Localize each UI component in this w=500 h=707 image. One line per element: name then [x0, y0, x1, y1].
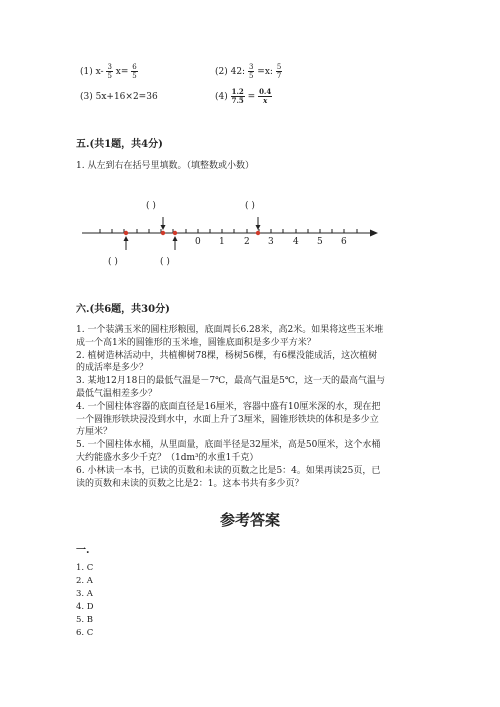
answer-bracket: ( ) [160, 257, 170, 267]
denominator: x [263, 96, 268, 105]
equation-4 [215, 88, 272, 105]
point-marker [124, 231, 128, 235]
question-line: 方厘米？ [76, 427, 113, 438]
point-marker [256, 231, 260, 235]
fraction [231, 88, 245, 105]
number-line-arrowhead [370, 230, 378, 237]
equation-2 [215, 63, 282, 80]
down-arrow-head [256, 225, 261, 230]
tick-label: 2 [244, 237, 250, 247]
tick-label: 0 [195, 237, 201, 247]
question-line: 最低气温相差多少？ [76, 388, 158, 399]
question-line: 一个圆锥形铁块浸没到水中，水面上升了3厘米，圆锥形铁块的体积是多少立 [76, 414, 379, 425]
answers-list [76, 562, 94, 640]
denominator: 5 [132, 72, 137, 80]
fraction [276, 63, 282, 80]
numerator: 0.4 [259, 87, 272, 96]
question-line: 成一个高1米的圆锥形的玉米堆，圆锥底面积是多少平方米？ [76, 337, 316, 348]
equation-3: (3) 5x+16×2=36 [80, 92, 158, 102]
tick-label: 5 [317, 237, 323, 247]
section-5-question-1: 1. 从左到右在括号里填数。（填整数或小数） [76, 161, 254, 171]
down-arrow-head [161, 225, 166, 230]
equation-text: (1) x- [80, 67, 107, 77]
answer-item: 5. B [76, 615, 94, 625]
fraction [258, 88, 272, 105]
numerator: 3 [107, 63, 112, 71]
question-line: 6. 小林读一本书，已读的页数和未读的页数之比是5：4。如果再读25页，已 [76, 465, 381, 476]
answers-title: 参考答案 [219, 511, 280, 529]
tick-label: 3 [268, 237, 274, 247]
equation-1 [80, 63, 138, 80]
section-6-questions [76, 324, 421, 490]
answer-bracket: ( ) [146, 201, 156, 211]
denominator: 7.5 [231, 96, 244, 105]
section-6-title: 六.(共6题，共30分) [76, 304, 170, 315]
numerator: 3 [248, 63, 254, 71]
equation-text: x= [112, 67, 132, 77]
question-line: 的成活率是多少？ [76, 363, 149, 374]
equation-text: (4) [215, 92, 231, 102]
answer-item: 2. A [76, 576, 93, 586]
question-line: 1. 一个装满玉米的圆柱形粮囤，底面周长6.28米，高2米。如果将这些玉米堆 [76, 325, 384, 335]
equation-text: =x: [254, 67, 276, 77]
numerator: 6 [132, 63, 137, 71]
answers-section: 一. [76, 545, 90, 556]
number-line-ticks [100, 229, 357, 233]
question-line: 大约能盛水多少千克？（1dm³的水重1千克） [76, 452, 259, 463]
up-arrow-head [173, 236, 178, 241]
tick-label: 4 [293, 237, 299, 247]
answer-bracket: ( ) [245, 201, 255, 211]
answer-item: 3. A [76, 589, 93, 599]
fraction [131, 63, 137, 80]
denominator: 5 [248, 72, 254, 80]
answer-item: 1. C [76, 563, 94, 573]
up-arrow-head [124, 236, 129, 241]
section-5-title: 五.(共1题，共4分) [76, 139, 163, 150]
answer-item: 6. C [76, 628, 94, 638]
answer-item: 4. D [76, 602, 94, 612]
denominator: 5 [107, 72, 112, 80]
tick-label: 6 [341, 237, 347, 247]
question-line: 2. 植树造林活动中，共植柳树78棵，杨树56棵，有6棵没能成活，这次植树 [76, 350, 378, 361]
answer-bracket: ( ) [108, 257, 118, 267]
equation-text: (2) 42: [215, 67, 248, 77]
tick-label: 1 [219, 237, 225, 247]
numerator: 5 [276, 63, 282, 71]
question-line: 读的页数和未读的页数之比是2：1。这本书共有多少页？ [76, 478, 304, 489]
question-line: 3. 某地12月18日的最低气温是－7℃，最高气温是5℃，这一天的最高气温与 [76, 376, 385, 387]
point-marker [161, 231, 165, 235]
question-line: 5. 一个圆柱体水桶，从里面量，底面半径是32厘米，高是50厘米，这个水桶 [76, 440, 381, 451]
numerator: 1.2 [231, 87, 244, 96]
point-marker [173, 231, 177, 235]
equation-text: = [244, 92, 259, 102]
question-line: 4. 一个圆柱体容器的底面直径是16厘米，容器中盛有10厘米深的水，现在把 [76, 401, 381, 412]
denominator: 7 [276, 72, 282, 80]
